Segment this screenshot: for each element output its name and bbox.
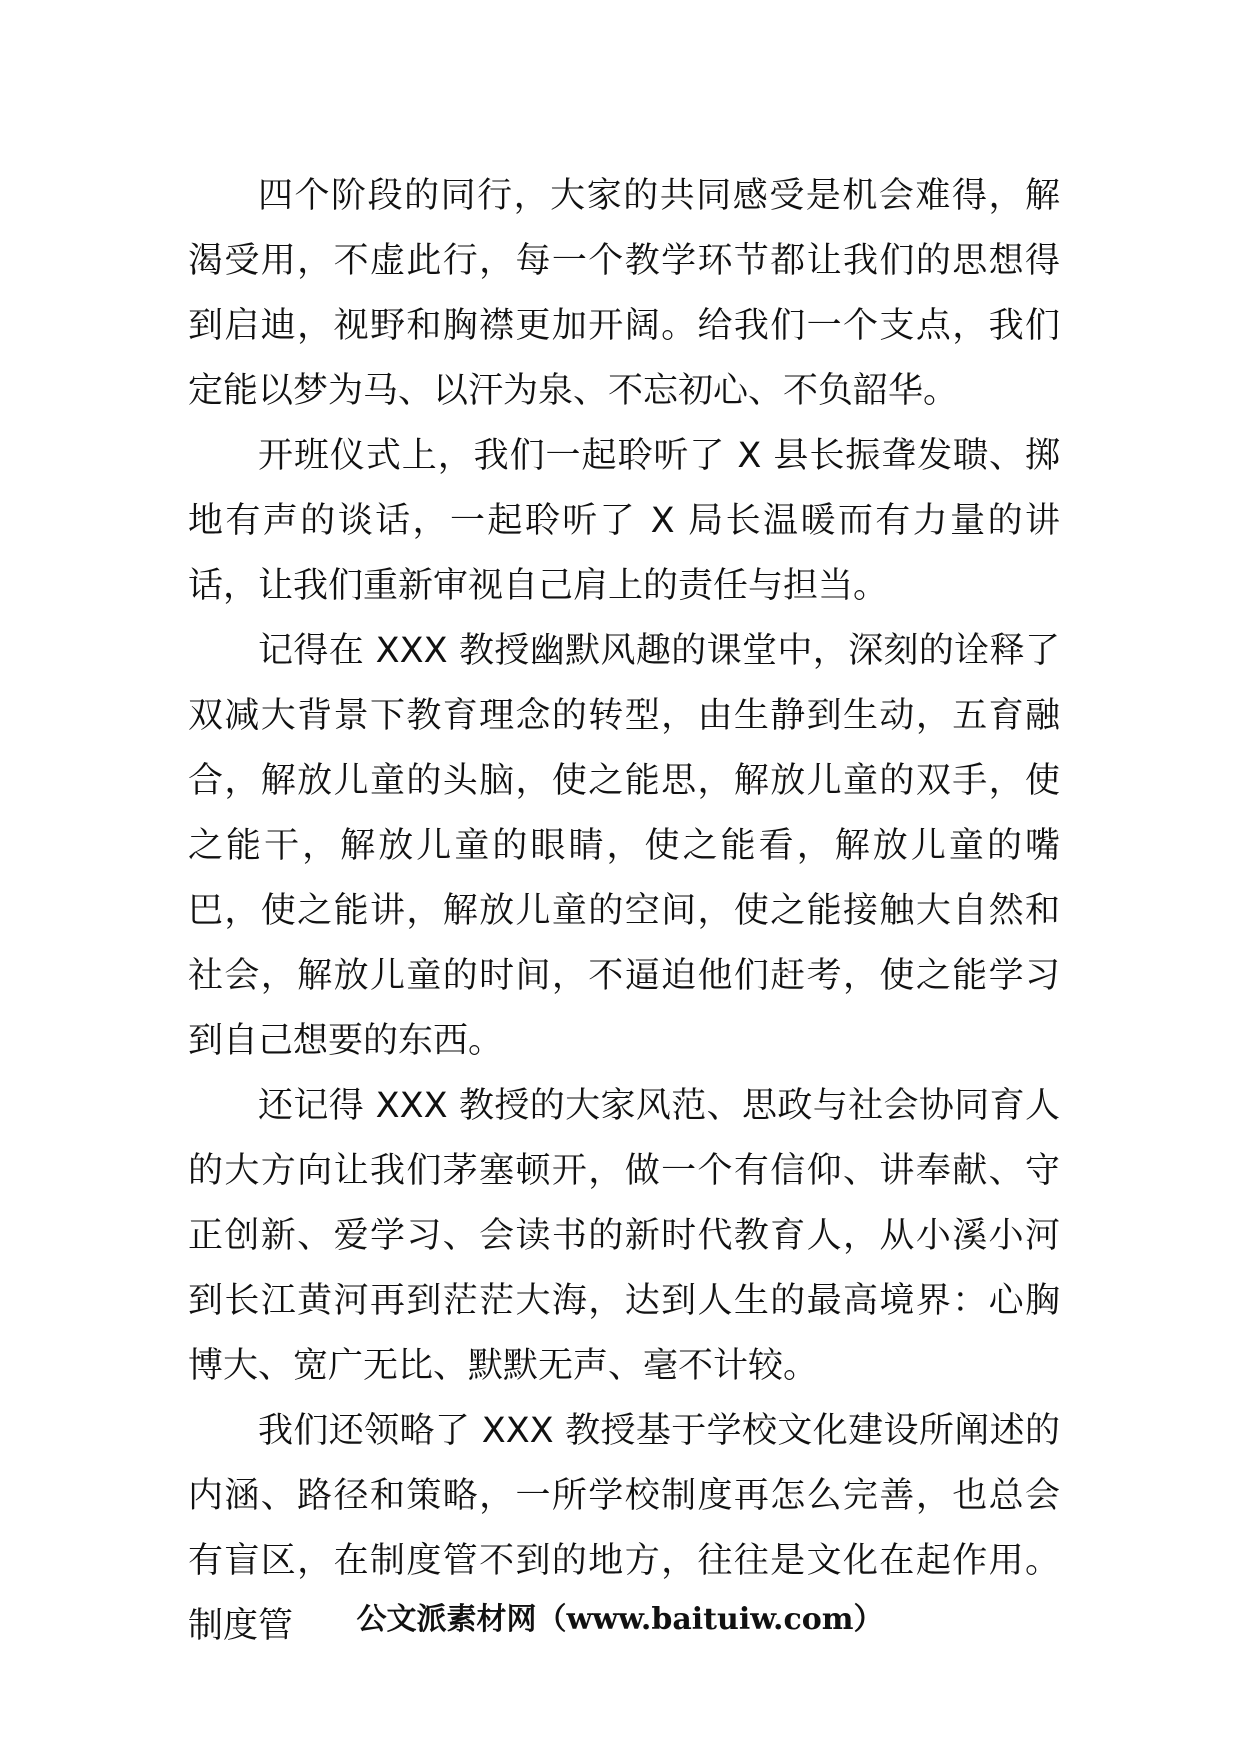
paragraph-2: 开班仪式上，我们一起聆听了 X 县长振聋发聩、掷地有声的谈话，一起聆听了 X 局长温暖而有力量的讲话，让我们重新审视自己肩上的责任与担当。 xyxy=(188,436,1060,606)
paragraph-5: 我们还领略了 XXX 教授基于学校文化建设所阐述的内涵、路径和策略，一所学校制度再怎么完善，也总会有盲区，在制度管不到的地方，往往是文化在起作用。制度管 xyxy=(188,1411,1060,1646)
document-body xyxy=(188,164,1060,1659)
page-footer-source: 公文派素材网（www.baituiw.com） xyxy=(356,1602,884,1637)
paragraph-1: 四个阶段的同行，大家的共同感受是机会难得，解渴受用，不虚此行，每一个教学环节都让我们的思想得到启迪，视野和胸襟更加开阔。给我们一个支点，我们定能以梦为马、以汗为泉、不忘初心、不负韶华。 xyxy=(188,176,1060,411)
paragraph-4: 还记得 XXX 教授的大家风范、思政与社会协同育人的大方向让我们茅塞顿开，做一个有信仰、讲奉献、守正创新、爱学习、会读书的新时代教育人，从小溪小河到长江黄河再到茫茫大海，达到人生的最高境界：心胸博大、宽广无比、默默无声、毫不计较。 xyxy=(188,1086,1060,1386)
paragraph-3: 记得在 XXX 教授幽默风趣的课堂中，深刻的诠释了双减大背景下教育理念的转型，由生静到生动，五育融合，解放儿童的头脑，使之能思，解放儿童的双手，使之能干，解放儿童的眼睛，使之能看，解放儿童的嘴巴，使之能讲，解放儿童的空间，使之能接触大自然和社会，解放儿童的时间，不逼迫他们赶考，使之能学习到自己想要的东西。 xyxy=(188,631,1060,1061)
